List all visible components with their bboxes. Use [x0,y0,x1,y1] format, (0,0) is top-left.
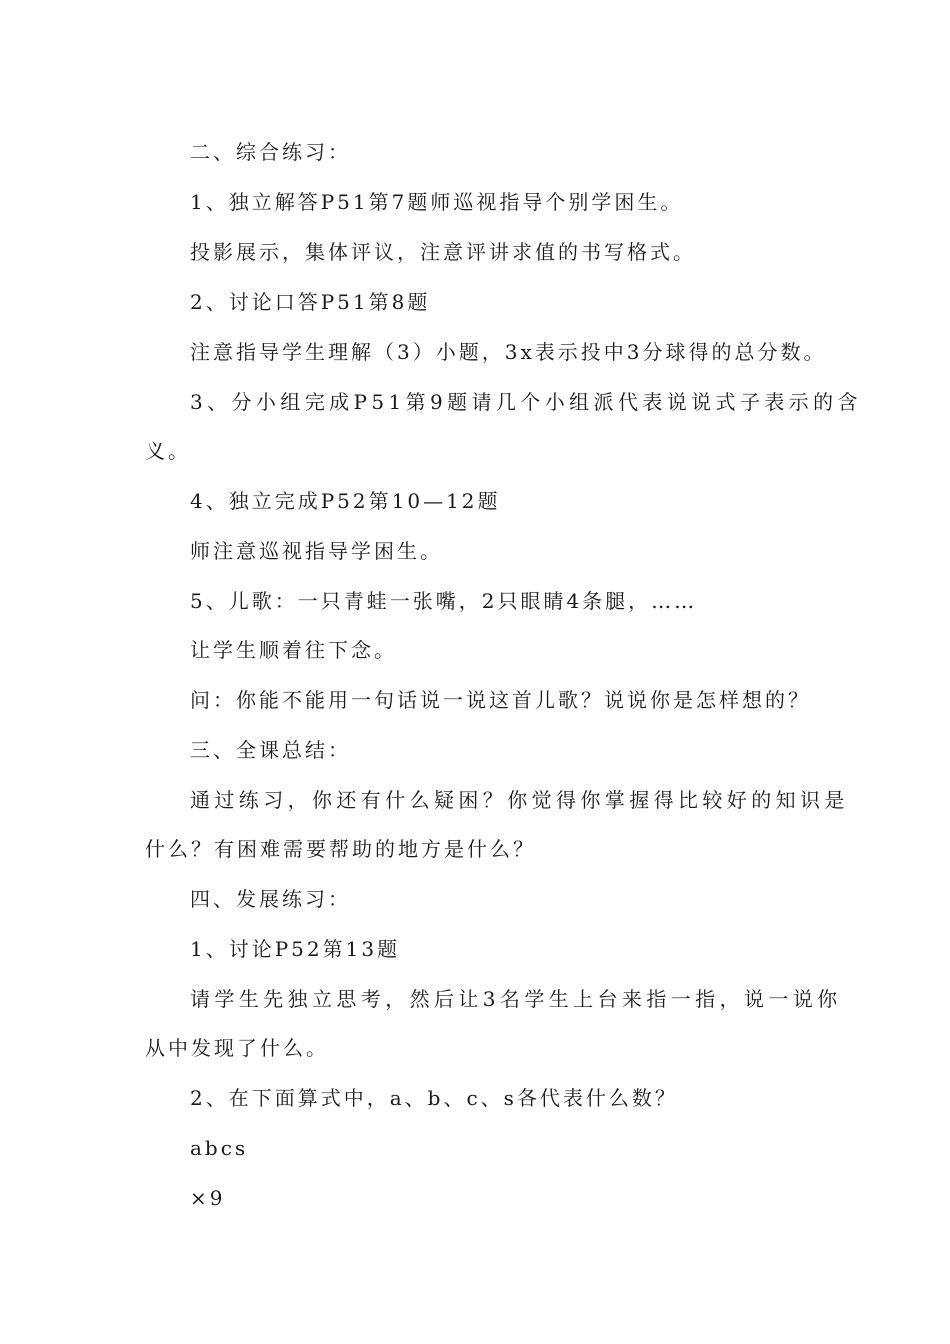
heading-comprehensive-practice: 二、综合练习： [190,140,351,164]
paragraph-line: 让学生顺着往下念。 [190,638,397,662]
paragraph-line: 4、独立完成P52第10—12题 [190,489,501,513]
equation-line: ×9 [190,1186,226,1210]
paragraph-line: 通过练习，你还有什么疑困？你觉得你掌握得比较好的知识是 [190,788,849,812]
paragraph-line: 请学生先独立思考，然后让3名学生上台来指一指，说一说你 [190,987,842,1011]
paragraph-line: 投影展示，集体评议，注意评讲求值的书写格式。 [190,240,696,264]
paragraph-line: 1、讨论P52第13题 [190,937,401,961]
equation-line: abcs [190,1136,249,1160]
paragraph-line: 5、儿歌：一只青蛙一张嘴，2只眼睛4条腿，…… [190,589,698,613]
paragraph-line: 师注意巡视指导学困生。 [190,539,443,563]
heading-lesson-summary: 三、全课总结： [190,738,351,762]
paragraph-line: 注意指导学生理解（3）小题，3x表示投中3分球得的总分数。 [190,340,827,364]
paragraph-line: 2、讨论口答P51第8题 [190,290,431,314]
paragraph-line: 2、在下面算式中，a、b、c、s各代表什么数？ [190,1086,678,1110]
paragraph-line: 1、独立解答P51第7题师巡视指导个别学困生。 [190,190,684,214]
heading-extended-practice: 四、发展练习： [190,887,351,911]
paragraph-line: 义。 [145,439,191,463]
paragraph-line: 什么？有困难需要帮助的地方是什么？ [145,837,536,861]
paragraph-line: 3、分小组完成P51第9题请几个小组派代表说说式子表示的含 [190,390,862,414]
paragraph-line: 从中发现了什么。 [145,1036,329,1060]
paragraph-line: 问：你能不能用一句话说一说这首儿歌？说说你是怎样想的？ [190,688,811,712]
